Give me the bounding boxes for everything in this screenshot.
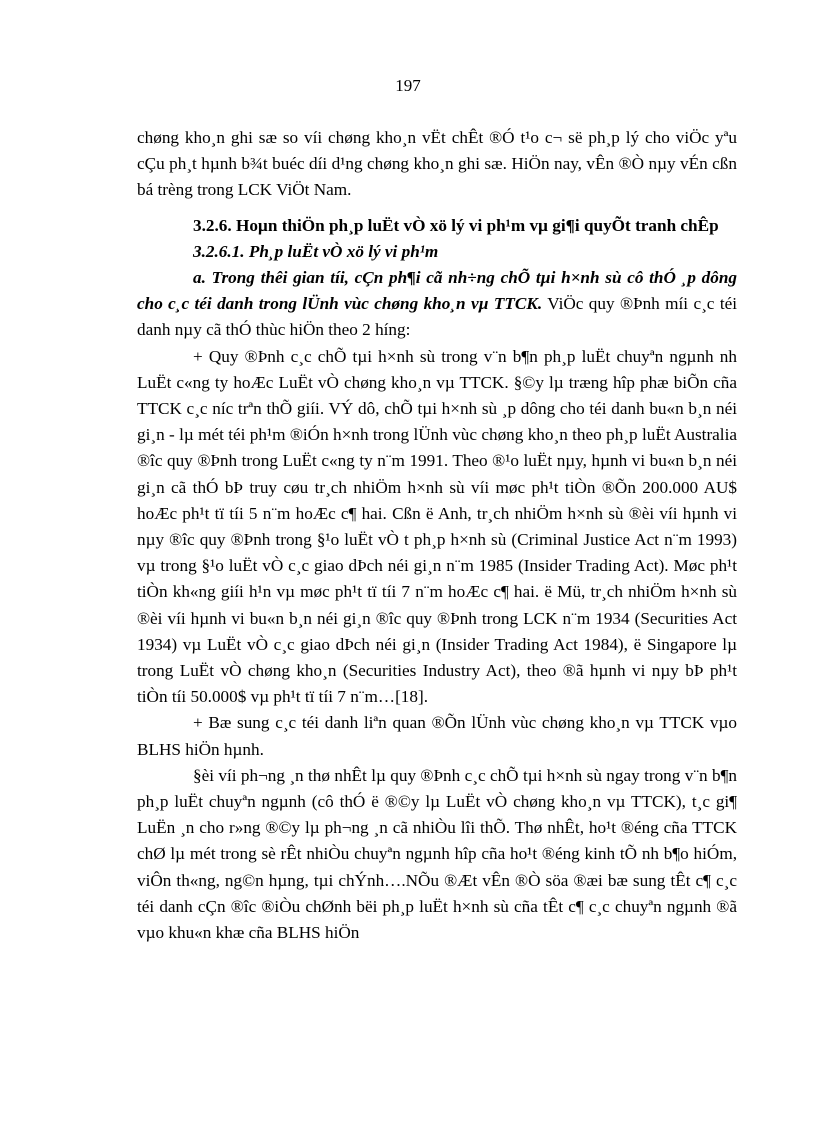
section-heading-3-2-6: 3.2.6. Hoµn thiÖn ph¸p luËt vÒ xö lý vi ph¹m vµ gi¶i quyÕt tranh chÊp: [193, 215, 719, 235]
paragraph-intro: chøng kho¸n ghi sæ so víi chøng kho¸n vËt chÊt ®Ó t¹o c¬ së ph¸p lý cho viÖc yªu cÇu ph¸t hµnh b¾t buéc díi d¹ng chøng kho¸n ghi sæ. HiÖn nay, vÊn ®Ò nµy vÉn cßn bá trèng trong LCK ViÖt Nam.: [137, 128, 737, 200]
page-number: 197: [395, 76, 421, 95]
paragraph-option-2: + Bæ sung c¸c téi danh liªn quan ®Õn lÜnh vùc chøng kho¸n vµ TTCK vµo BLHS hiÖn hµnh.: [137, 713, 737, 759]
paragraph-a-lead: a. Trong thêi gian tíi, cÇn ph¶i cã nh÷ng chÕ tµi h×nh sù cô thÓ ¸p dông cho c¸c téi danh trong lÜnh vùc chøng kho¸n vµ TTCK.: [137, 268, 737, 314]
subsection-heading-3-2-6-1: 3.2.6.1. Ph¸p luËt vÒ xö lý vi ph¹m: [193, 241, 439, 261]
paragraph-option-1: + Quy ®Þnh c¸c chÕ tµi h×nh sù trong v¨n b¶n ph¸p luËt chuyªn ngµnh nh LuËt c«ng ty hoÆc LuËt vÒ chøng kho¸n vµ TTCK. §©y lµ træng hîp phæ biÕn cña TTCK c¸c níc trªn thÕ giíi. VÝ dô, chÕ tµi h×nh sù ¸p dông cho téi danh bu«n b¸n néi gi¸n - lµ mét téi ph¹m ®iÓn h×nh trong lÜnh vùc chøng kho¸n theo ph¸p luËt Australia ®îc quy ®Þnh trong LuËt c«ng ty n¨m 1991. Theo ®¹o luËt nµy, hµnh vi bu«n b¸n néi gi¸n cã thÓ bÞ truy cøu tr¸ch nhiÖm h×nh sù víi møc ph¹t tiÒn ®Õn 200.000 AU$ hoÆc ph¹t tï tíi 5 n¨m hoÆc c¶ hai. Cßn ë Anh, tr¸ch nhiÖm h×nh sù ®èi víi hµnh vi nµy ®îc quy ®Þnh trong §¹o luËt vÒ t ph¸p h×nh sù (Criminal Justice Act n¨m 1993) vµ trong §¹o luËt vÒ c¸c giao dÞch néi gi¸n n¨m 1985 (Insider Trading Act). Møc ph¹t tiÒn kh«ng giíi h¹n vµ møc ph¹t tï tíi 7 n¨m hoÆc c¶ hai. ë Mü, tr¸ch nhiÖm h×nh sù ®èi víi hµnh vi bu«n b¸n néi gi¸n ®îc quy ®Þnh trong LCK n¨m 1934 (Securities Act 1934) vµ LuËt vÒ c¸c giao dÞch néi gi¸n (Insider Trading Act 1984), ë Singapore lµ trong LuËt vÒ chøng kho¸n (Securities Industry Act), theo ®ã hµnh vi nµy bÞ ph¹t tiÒn tíi 50.000$ vµ ph¹t tï tíi 7 n¨m…[18].: [137, 346, 737, 707]
document-body: [137, 125, 737, 946]
paragraph-discussion: §èi víi ph¬ng ¸n thø nhÊt lµ quy ®Þnh c¸c chÕ tµi h×nh sù ngay trong v¨n b¶n ph¸p luËt chuyªn ngµnh (cô thÓ ë ®©y lµ LuËt vÒ chøng kho¸n vµ TTCK), t¸c gi¶ LuËn ¸n cho r»ng ®©y lµ ph¬ng ¸n cã nhiÒu lîi thÕ. Thø nhÊt, ho¹t ®éng cña TTCK chØ lµ mét trong sè rÊt nhiÒu chuyªn ngµnh hîp cña ho¹t ®éng kinh tÕ nh b¶o hiÓm, viÔn th«ng, ng©n hµng, tµi chÝnh….NÕu ®Æt vÊn ®Ò söa ®æi bæ sung tÊt c¶ c¸c téi danh cÇn ®îc ®iÒu chØnh bëi ph¸p luËt h×nh sù cña tÊt c¶ c¸c chuyªn ngµnh ®ã vµo khu«n khæ cña BLHS hiÖn: [137, 765, 737, 943]
paragraph-a-rest: ViÖc quy ®Þnh míi c¸c téi danh nµy cã thÓ thùc hiÖn theo 2 híng:: [137, 294, 737, 340]
paragraph-a: [137, 265, 737, 344]
